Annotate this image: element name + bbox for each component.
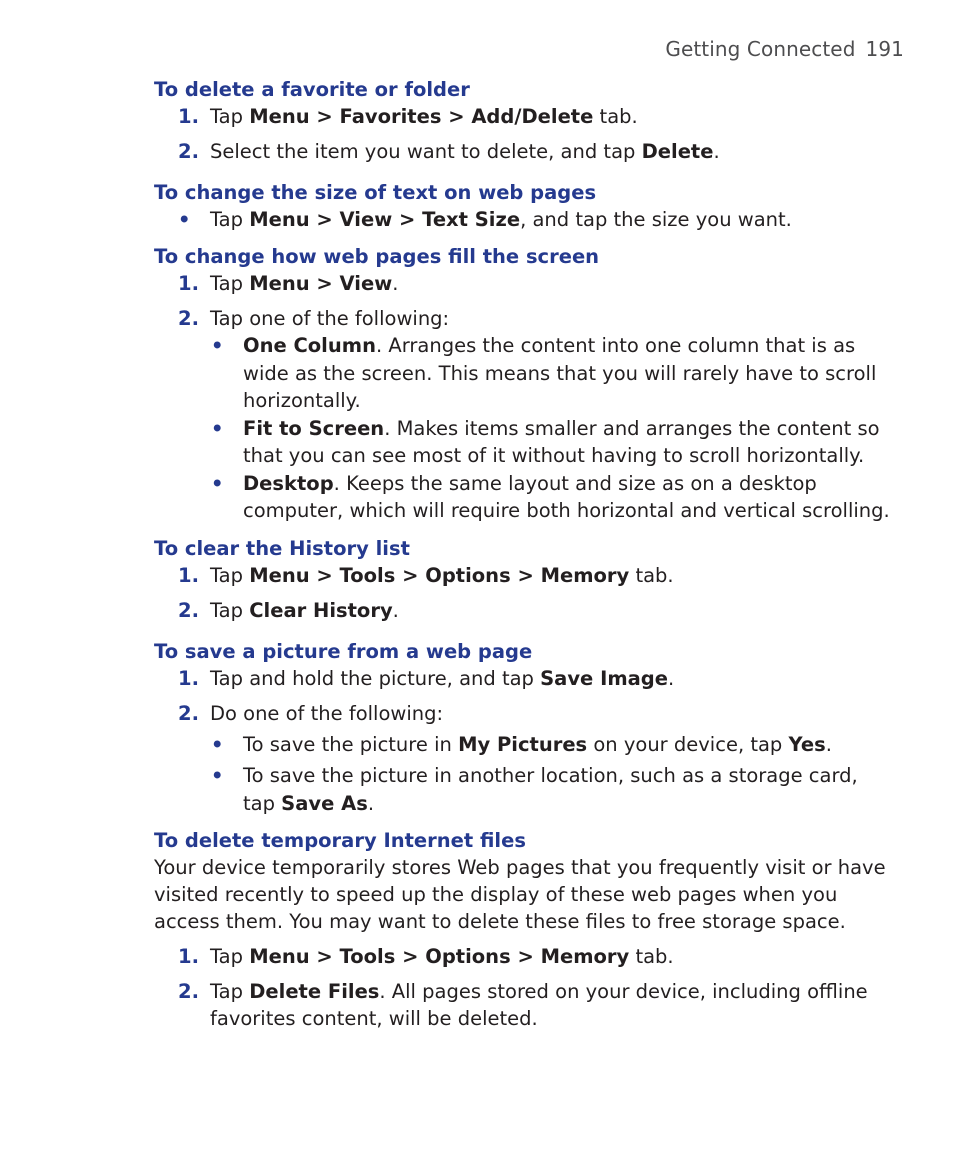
section-text-size xyxy=(154,179,894,233)
step-text: . xyxy=(392,598,399,622)
step-number: 1. xyxy=(178,945,199,968)
bullet-item xyxy=(154,206,894,233)
step-text: Tap one of the following: xyxy=(210,307,450,330)
step-text: tab. xyxy=(593,105,638,128)
ui-term: Delete xyxy=(641,140,714,163)
bullet-text: . Arranges the content into one column that is as wide as the screen. This means that you will rarely have to scroll horizontally. xyxy=(243,334,877,412)
step-text: tab. xyxy=(629,945,674,968)
step-text: . All pages stored on your device, including offline favorites content, will be deleted. xyxy=(210,980,868,1030)
step-text: Tap xyxy=(210,105,250,128)
bullet-text: To save the picture in xyxy=(243,732,459,756)
section-heading: To clear the History list xyxy=(154,536,410,560)
section-heading: To change how web pages fill the screen xyxy=(154,245,600,268)
ui-path: Menu > Tools > Options > Memory xyxy=(249,945,630,968)
ui-term: My Pictures xyxy=(458,732,588,756)
ui-term: Delete Files xyxy=(249,980,380,1003)
step-text: tab. xyxy=(629,563,674,587)
option-desktop xyxy=(154,470,894,525)
step-1 xyxy=(154,665,894,692)
bullet-text: on your device, tap xyxy=(587,732,789,756)
step-text: Tap xyxy=(210,598,250,622)
step-number: 2. xyxy=(178,307,199,330)
section-delete-temp-files xyxy=(154,827,894,1032)
step-1 xyxy=(154,103,894,130)
section-intro: Your device temporarily stores Web pages that you frequently visit or have visited recently to speed up the display of these web pages when you access them. You may want to delete these files to free storage space. xyxy=(154,856,886,933)
header-title: Getting Connected xyxy=(665,37,856,61)
bullet-icon: • xyxy=(178,208,191,231)
bullet-text: , and tap the size you want. xyxy=(520,208,792,231)
bullet-text: To save the picture in another location, such as a storage card, tap xyxy=(243,764,858,815)
step-2 xyxy=(154,700,894,727)
step-1 xyxy=(154,562,894,589)
step-2 xyxy=(154,305,894,332)
step-text: Tap and hold the picture, and tap xyxy=(210,666,541,690)
section-heading: To save a picture from a web page xyxy=(154,639,533,663)
bullet-text: . xyxy=(825,732,832,756)
ui-term: Desktop xyxy=(243,471,334,495)
section-save-picture xyxy=(154,638,894,818)
bullet-text: . xyxy=(367,791,375,815)
step-text: Tap xyxy=(210,945,250,968)
bullet-icon: • xyxy=(211,764,224,787)
bullet-text: . Keeps the same layout and size as on a desktop computer, which will require both horizontal and vertical scrolling. xyxy=(243,471,890,522)
page-number: 191 xyxy=(865,37,904,61)
step-text: Select the item you want to delete, and tap xyxy=(210,140,642,163)
section-heading: To delete temporary Internet files xyxy=(154,829,526,852)
step-number: 2. xyxy=(178,140,199,163)
option-fit-to-screen xyxy=(154,415,894,470)
ui-path: Menu > View xyxy=(249,272,393,295)
section-delete-favorite xyxy=(154,76,894,165)
ui-term: One Column xyxy=(243,334,376,357)
bullet-icon: • xyxy=(211,471,224,495)
bullet-icon: • xyxy=(211,416,224,440)
step-2 xyxy=(154,138,894,165)
ui-path: Menu > Favorites > Add/Delete xyxy=(249,105,594,128)
bullet-icon: • xyxy=(211,732,224,756)
ui-path: Menu > View > Text Size xyxy=(249,208,521,231)
ui-path: Menu > Tools > Options > Memory xyxy=(249,563,630,587)
step-text: Tap xyxy=(210,980,250,1003)
step-number: 2. xyxy=(178,980,199,1003)
option-one-column xyxy=(154,332,894,415)
step-1 xyxy=(154,943,894,970)
section-fill-screen xyxy=(154,243,894,525)
step-1 xyxy=(154,270,894,297)
step-text: . xyxy=(668,666,675,690)
step-text: Tap xyxy=(210,272,250,295)
option-another-location xyxy=(154,762,894,817)
running-header xyxy=(665,37,904,61)
ui-term: Save Image xyxy=(540,666,668,690)
step-number: 1. xyxy=(178,666,199,690)
step-2 xyxy=(154,597,894,624)
ui-term: Clear History xyxy=(249,598,393,622)
section-heading: To delete a favorite or folder xyxy=(154,78,470,101)
ui-term: Yes xyxy=(788,732,826,756)
step-number: 2. xyxy=(178,598,199,622)
step-number: 2. xyxy=(178,701,199,725)
section-clear-history xyxy=(154,535,894,624)
ui-term: Fit to Screen xyxy=(243,416,385,440)
option-my-pictures xyxy=(154,731,894,759)
bullet-text: Tap xyxy=(210,208,250,231)
bullet-text: . Makes items smaller and arranges the content so that you can see most of it without having to scroll horizontally. xyxy=(243,416,880,467)
step-text: Tap xyxy=(210,563,250,587)
step-text: . xyxy=(392,272,399,295)
ui-term: Save As xyxy=(281,791,368,815)
step-number: 1. xyxy=(178,272,199,295)
bullet-icon: • xyxy=(211,334,224,357)
section-heading: To change the size of text on web pages xyxy=(154,181,597,204)
step-number: 1. xyxy=(178,563,199,587)
step-number: 1. xyxy=(178,105,199,128)
step-2 xyxy=(154,978,894,1032)
step-text: . xyxy=(713,140,720,163)
step-text: Do one of the following: xyxy=(210,701,444,725)
page-content xyxy=(154,76,894,1040)
